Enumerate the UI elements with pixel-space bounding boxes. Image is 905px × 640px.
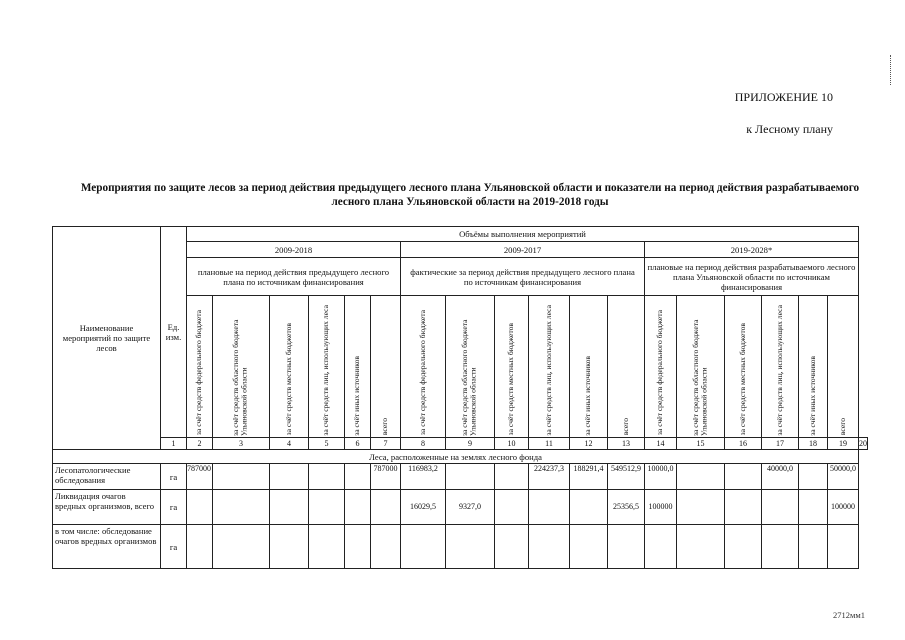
table-row <box>53 490 868 525</box>
table-cell <box>187 490 213 525</box>
table-cell <box>371 525 401 569</box>
period-desc-3: плановые на период действия разрабатываемого лесного плана Ульяновской области по источникам финансирования <box>645 258 859 296</box>
source-label: за счёт средств местных бюджетов <box>506 323 516 436</box>
table-cell <box>725 525 762 569</box>
table-cell <box>270 464 309 490</box>
table-cell <box>345 525 371 569</box>
table-cell: 10000,0 <box>645 464 677 490</box>
column-number: 9 <box>446 438 495 450</box>
row-unit: га <box>161 525 187 569</box>
unit-header: Ед. изм. <box>161 227 187 438</box>
period-desc-1: плановые на период действия предыдущего лесного плана по источникам финансирования <box>187 258 401 296</box>
period-header-1: 2009-2018 <box>187 242 401 258</box>
table-cell: 16029,5 <box>401 490 446 525</box>
source-label: за счёт средств лиц, использующих леса <box>774 304 784 436</box>
table-cell: 9327,0 <box>446 490 495 525</box>
column-number: 17 <box>762 438 799 450</box>
column-number: 5 <box>309 438 345 450</box>
section-label: Леса, расположенные на землях лесного фонда <box>53 450 859 464</box>
source-header <box>828 296 859 438</box>
column-number: 10 <box>495 438 529 450</box>
column-number: 3 <box>213 438 270 450</box>
table-row <box>53 525 868 569</box>
source-header <box>309 296 345 438</box>
source-label: за счёт иных источников <box>352 355 362 436</box>
source-header <box>401 296 446 438</box>
row-unit: га <box>161 464 187 490</box>
table-row <box>53 464 868 490</box>
table-cell <box>762 525 799 569</box>
source-header <box>371 296 401 438</box>
column-number: 20 <box>859 438 867 448</box>
column-number: 6 <box>345 438 371 450</box>
margin-mark <box>890 55 893 85</box>
period-header-2: 2009-2017 <box>401 242 645 258</box>
table-cell <box>309 490 345 525</box>
table-cell <box>608 525 645 569</box>
table-cell <box>213 490 270 525</box>
source-label: всего <box>620 418 630 436</box>
source-label: за счёт средств лиц, использующих леса <box>543 304 553 436</box>
source-label: за счёт иных источников <box>807 355 817 436</box>
source-header <box>446 296 495 438</box>
source-header <box>270 296 309 438</box>
source-header <box>213 296 270 438</box>
source-header <box>677 296 725 438</box>
period-header-3: 2019-2028* <box>645 242 859 258</box>
table-cell: 787000 <box>371 464 401 490</box>
table-cell <box>446 525 495 569</box>
table-cell <box>270 490 309 525</box>
source-label: за счёт средств федерального бюджета <box>417 310 427 436</box>
source-header <box>725 296 762 438</box>
plan-reference: к Лесному плану <box>746 122 833 136</box>
column-number: 15 <box>677 438 725 450</box>
document-title: Мероприятия по защите лесов за период действия предыдущего лесного плана Ульяновской области и показатели на период действия разрабатываемого лесного плана Ульяновской области на 2019-2018 годы <box>80 182 860 208</box>
table-cell <box>529 525 570 569</box>
table-cell <box>309 464 345 490</box>
table-cell <box>345 490 371 525</box>
source-label: за счёт средств областного бюджета Ульяновской области <box>690 319 709 436</box>
table-cell: 224237,3 <box>529 464 570 490</box>
table-cell <box>270 525 309 569</box>
source-header <box>187 296 213 438</box>
table-cell <box>677 490 725 525</box>
table-cell <box>401 525 446 569</box>
table-cell <box>799 490 828 525</box>
table-cell <box>187 525 213 569</box>
table-cell <box>529 490 570 525</box>
table-cell: 787000 <box>187 464 213 490</box>
table-cell <box>371 490 401 525</box>
table-cell <box>345 464 371 490</box>
table-cell: 40000,0 <box>762 464 799 490</box>
name-header: Наименование мероприятий по защите лесов <box>53 227 161 450</box>
source-label: всего <box>837 418 847 436</box>
table-cell <box>446 464 495 490</box>
table-cell: 549512,9 <box>608 464 645 490</box>
source-header <box>529 296 570 438</box>
source-label: за счёт средств лиц, использующих леса <box>321 304 331 436</box>
table-cell <box>677 464 725 490</box>
table-cell <box>799 464 828 490</box>
column-number: 4 <box>270 438 309 450</box>
column-numbers-row <box>53 438 868 450</box>
table-cell <box>799 525 828 569</box>
table-cell <box>725 464 762 490</box>
table-cell: 50000,0 <box>828 464 859 490</box>
source-header <box>799 296 828 438</box>
appendix-label: ПРИЛОЖЕНИЕ 10 <box>734 90 833 104</box>
column-number: 1 <box>161 438 187 450</box>
table-cell: 116983,2 <box>401 464 446 490</box>
column-number: 18 <box>799 438 828 450</box>
period-desc-2: фактические за период действия предыдущего лесного плана по источникам финансирования <box>401 258 645 296</box>
source-header <box>762 296 799 438</box>
table-cell <box>495 464 529 490</box>
column-number: 11 <box>529 438 570 450</box>
source-label: за счёт средств местных бюджетов <box>283 323 293 436</box>
source-label: за счёт средств областного бюджета Ульяновской области <box>460 319 478 436</box>
table-cell <box>762 490 799 525</box>
table-cell <box>309 525 345 569</box>
table-cell: 188291,4 <box>570 464 608 490</box>
table-cell <box>495 525 529 569</box>
column-number: 7 <box>371 438 401 450</box>
column-number: 2 <box>187 438 213 450</box>
source-header <box>345 296 371 438</box>
column-number: 14 <box>645 438 677 450</box>
column-number: 8 <box>401 438 446 450</box>
table-cell <box>213 464 270 490</box>
table-cell <box>828 525 859 569</box>
table-cell: 25356,5 <box>608 490 645 525</box>
table-cell <box>645 525 677 569</box>
row-name: Ликвидация очагов вредных организмов, всего <box>53 490 161 525</box>
source-label: всего <box>380 418 390 436</box>
table-cell: 100000 <box>828 490 859 525</box>
column-number: 19 <box>828 438 859 450</box>
source-label: за счёт иных источников <box>583 355 593 436</box>
measures-table <box>52 226 868 569</box>
source-label: за счёт средств местных бюджетов <box>737 323 747 436</box>
table-cell <box>495 490 529 525</box>
source-header <box>645 296 677 438</box>
table-cell <box>570 525 608 569</box>
source-label: за счёт средств областного бюджета Ульяновской области <box>231 319 249 436</box>
source-header <box>495 296 529 438</box>
source-header <box>570 296 608 438</box>
source-header <box>608 296 645 438</box>
row-name: в том числе: обследование очагов вредных организмов <box>53 525 161 569</box>
column-number: 16 <box>725 438 762 450</box>
row-unit: га <box>161 490 187 525</box>
column-number: 13 <box>608 438 645 450</box>
volumes-header: Объёмы выполнения мероприятий <box>187 227 859 242</box>
page-code: 2712мм1 <box>832 610 865 620</box>
table-cell: 100000 <box>645 490 677 525</box>
source-label: за счёт средств федерального бюджета <box>194 310 204 436</box>
table-cell <box>570 490 608 525</box>
source-label: за счёт средств федерального бюджета <box>655 310 665 436</box>
column-number: 12 <box>570 438 608 450</box>
table-cell <box>725 490 762 525</box>
table-cell <box>677 525 725 569</box>
row-name: Лесопатологические обследования <box>53 464 161 490</box>
table-cell <box>213 525 270 569</box>
